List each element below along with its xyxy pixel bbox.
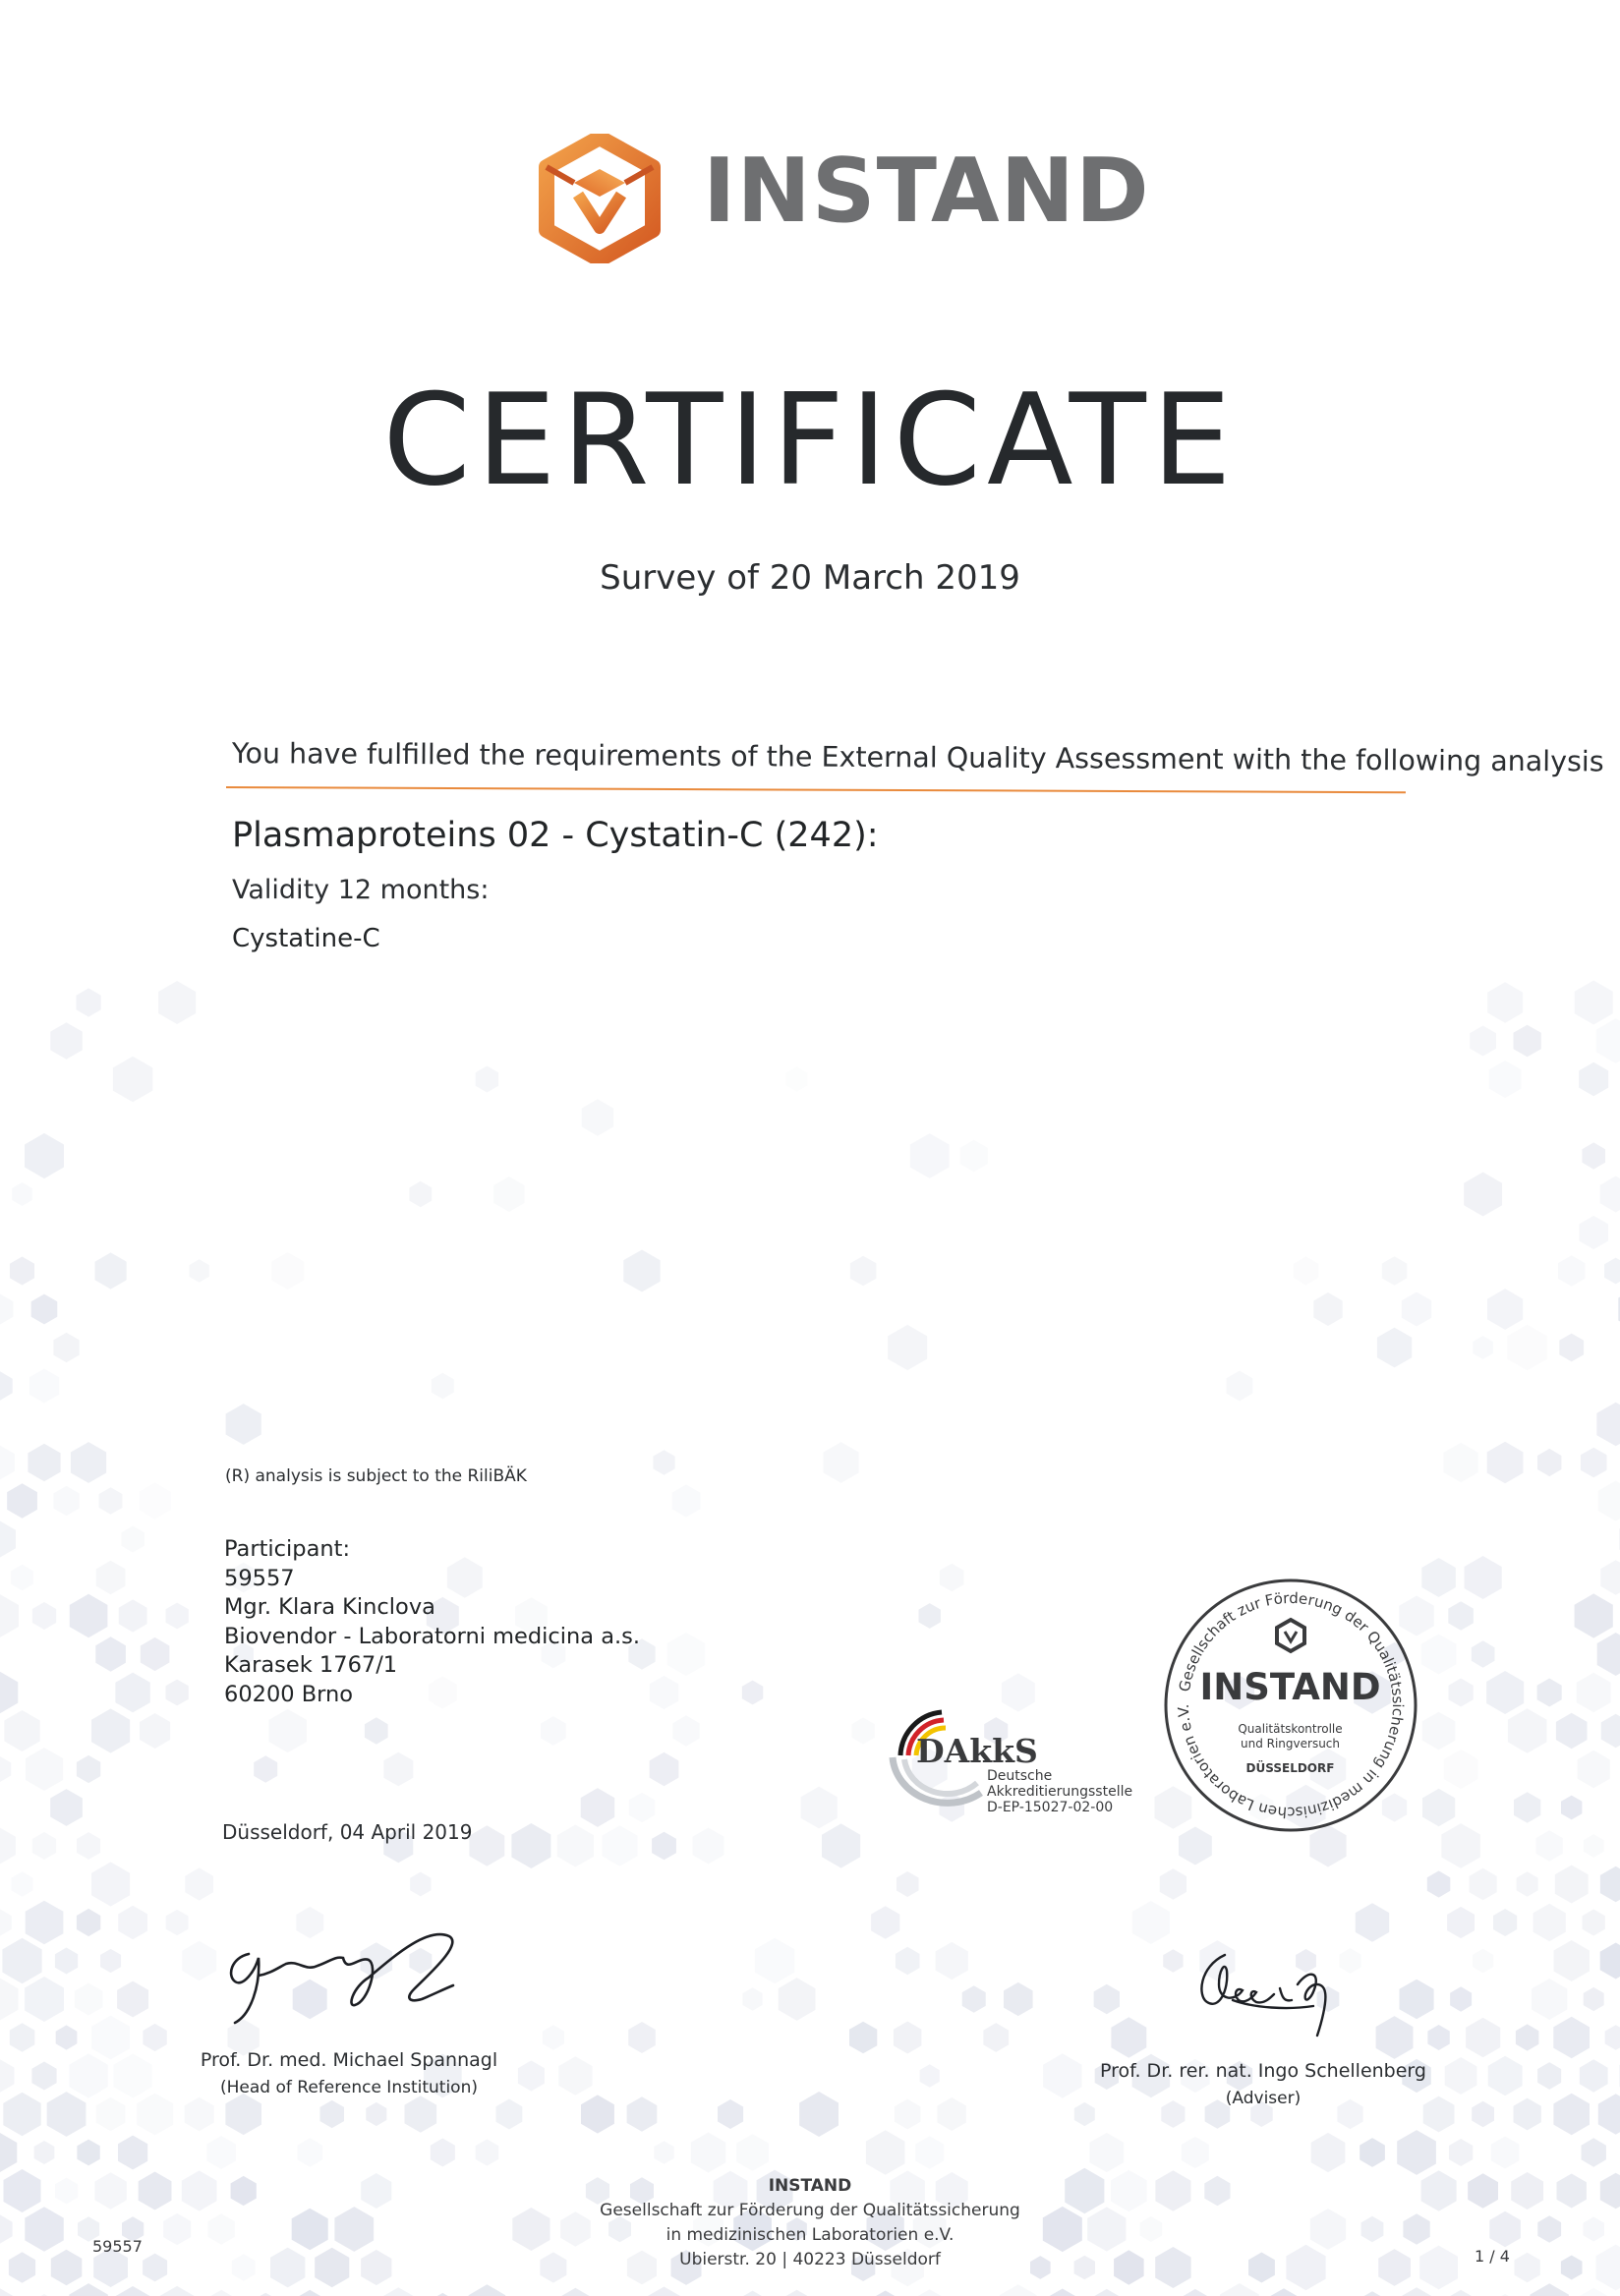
dakks-details <box>987 1768 1132 1815</box>
analysis-name: Plasmaproteins 02 - Cystatin-C (242): <box>232 816 879 855</box>
footer-line-2: in medizinischen Laboratorien e.V. <box>665 2225 955 2245</box>
participant-organization: Biovendor - Laboratorni medicina a.s. <box>224 1623 641 1649</box>
participant-city: 60200 Brno <box>224 1681 354 1707</box>
participant-id: 59557 <box>224 1565 295 1591</box>
footer-line-1: Gesellschaft zur Förderung der Qualitätssicherung <box>600 2201 1020 2220</box>
requirement-statement: You have fulfilled the requirements of the External Quality Assessment with the following analysis <box>231 737 1604 778</box>
validity-label: Validity 12 months: <box>232 875 490 905</box>
certificate-title: CERTIFICATE <box>382 368 1238 514</box>
seal-city: DÜSSELDORF <box>1245 1761 1335 1775</box>
participant-block <box>224 1535 640 1709</box>
signatory-right <box>1062 2057 1465 2112</box>
seal-line-1: Qualitätskontrolle <box>1238 1722 1343 1736</box>
signatory-left <box>157 2046 541 2101</box>
page-number: 1 / 4 <box>1475 2247 1510 2266</box>
brand-name: INSTAND <box>703 140 1150 243</box>
footer-participant-id: 59557 <box>92 2237 143 2256</box>
seal-ring-text: Gesellschaft zur Förderung der Qualitätssicherung in medizinischen Laboratorien e.V. <box>1174 1588 1408 1822</box>
participant-name: Mgr. Klara Kinclova <box>224 1594 435 1620</box>
dakks-code: D-EP-15027-02-00 <box>987 1800 1114 1815</box>
footer-line-3: Ubierstr. 20 | 40223 Düsseldorf <box>679 2250 941 2269</box>
footer-name: INSTAND <box>768 2176 852 2196</box>
instand-logo-icon <box>539 134 661 263</box>
signatory-left-name: Prof. Dr. med. Michael Spannagl <box>200 2049 498 2071</box>
seal-brand-name: INSTAND <box>1199 1666 1381 1708</box>
rilibak-note: (R) analysis is subject to the RiliBÄK <box>225 1466 527 1486</box>
dakks-line-1: Deutsche <box>987 1768 1053 1784</box>
dakks-line-2: Akkreditierungsstelle <box>987 1784 1133 1800</box>
participant-label: Participant: <box>224 1536 351 1562</box>
signature-schellenberg <box>1189 1941 1357 2059</box>
signatory-right-name: Prof. Dr. rer. nat. Ingo Schellenberg <box>1100 2060 1426 2082</box>
signature-spannagl <box>221 1917 487 2044</box>
footer-address <box>0 2174 1620 2272</box>
signatory-left-role: (Head of Reference Institution) <box>220 2078 478 2097</box>
signatory-right-role: (Adviser) <box>1225 2089 1302 2108</box>
issue-date: Düsseldorf, 04 April 2019 <box>222 1820 473 1844</box>
survey-date: Survey of 20 March 2019 <box>600 558 1020 598</box>
orange-divider <box>226 786 1406 793</box>
seal-subtitle <box>1170 1722 1411 1751</box>
seal-line-2: und Ringversuch <box>1240 1737 1340 1751</box>
participant-street: Karasek 1767/1 <box>224 1652 398 1678</box>
analyte-name: Cystatine-C <box>232 924 380 953</box>
seal-logo-icon <box>1277 1620 1304 1651</box>
dakks-name: DAkkS <box>916 1732 1038 1770</box>
